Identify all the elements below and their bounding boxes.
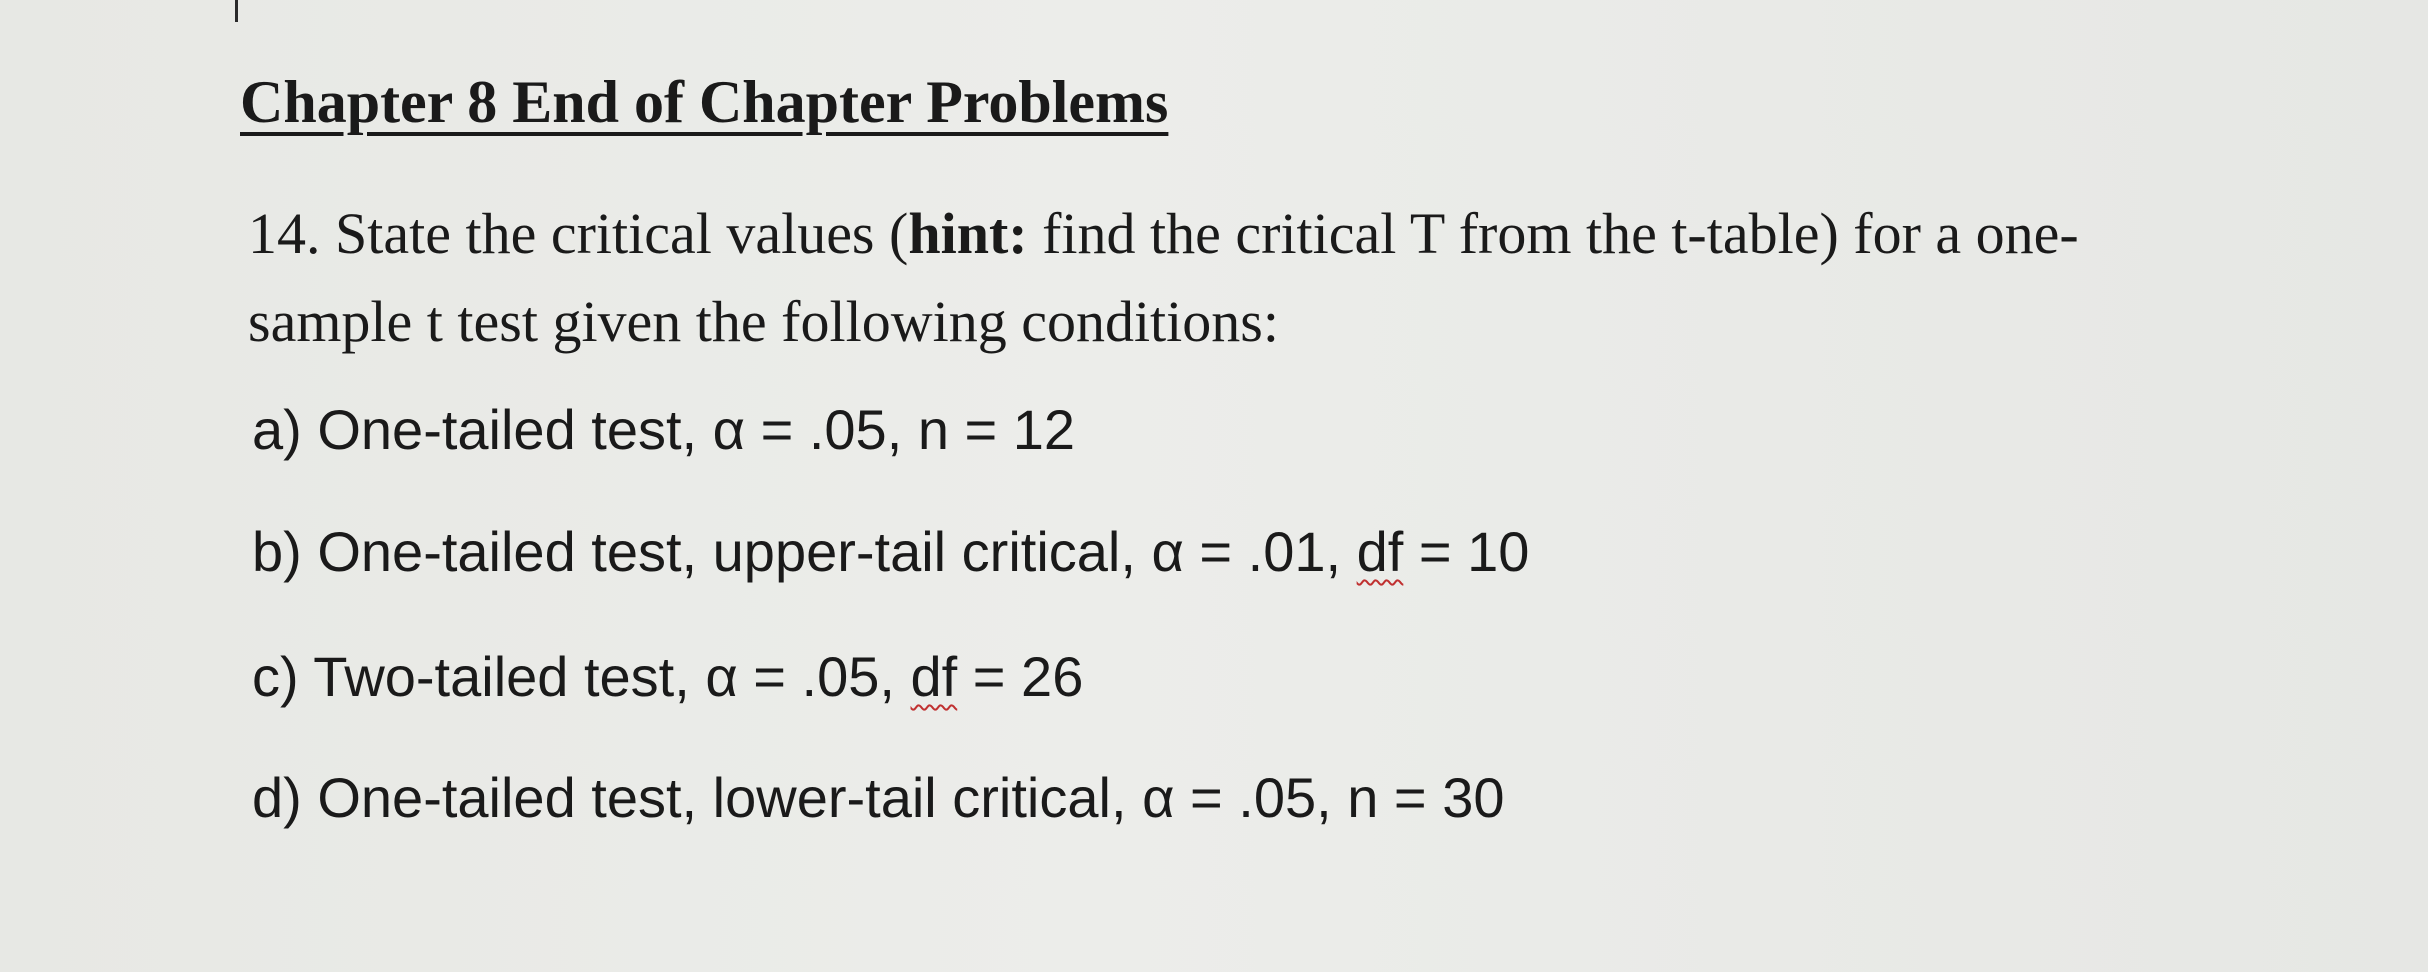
condition-d: d) One-tailed test, lower-tail critical, α = .05, n = 30 — [252, 766, 1505, 829]
condition-b-suffix: = 10 — [1403, 520, 1530, 583]
problem-line-1-prefix: 14. State the critical values ( — [248, 201, 909, 266]
condition-c-suffix: = 26 — [957, 645, 1084, 708]
problem-line-2: sample t test given the following conditions: — [248, 289, 1279, 354]
condition-a: a) One-tailed test, α = .05, n = 12 — [252, 398, 1076, 461]
condition-b-df: df — [1356, 520, 1404, 583]
condition-c-prefix: c) Two-tailed test, α = .05, — [252, 645, 911, 708]
page-edge-mark — [235, 0, 238, 22]
problem-statement — [248, 190, 2348, 366]
condition-b-prefix: b) One-tailed test, upper-tail critical, α = .01, — [252, 520, 1357, 583]
hint-label: hint: — [908, 201, 1028, 266]
condition-b — [252, 520, 1530, 583]
condition-c-df: df — [910, 645, 958, 708]
problem-line-1 — [248, 190, 2348, 278]
chapter-title: Chapter 8 End of Chapter Problems — [240, 69, 1169, 135]
problem-line-1-suffix: find the critical T from the t-table) for a one- — [1027, 201, 2079, 266]
condition-c — [252, 645, 1084, 708]
